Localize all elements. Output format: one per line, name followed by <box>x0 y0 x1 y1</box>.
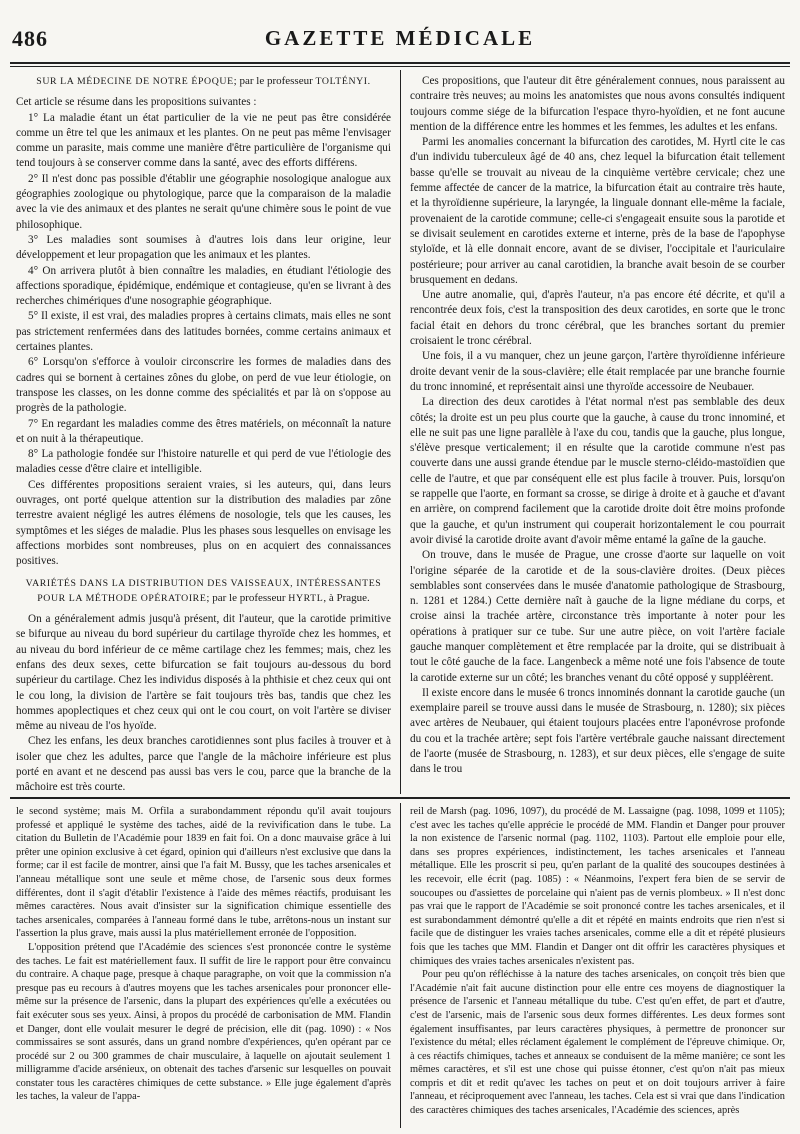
section-rule <box>10 797 790 799</box>
paragraph: Chez les enfans, les deux branches carotidiennes sont plus faciles à trouver et à isoler que chez les adultes, parce que l'angle de la mâchoire inférieure est plus porté en avant et ne descend pas aussi bas vers le cou, parce que la branche de la mâchoire est très courte. <box>16 735 391 794</box>
page-number: 486 <box>12 26 48 51</box>
column-divider-upper <box>400 70 401 794</box>
paragraph: reil de Marsh (pag. 1096, 1097), du procédé de M. Lassaigne (pag. 1098, 1099 et 1105); c'est avec les taches qu'elle apprécie le procédé de MM. Flandin et Danger pour prouver la non existence de l'arsenic normal (pag. 1102, 1103). Partout elle emploie pour elle, dans ses propres expériences, indistinctement, les taches arsenicales et l'anneau métallique. Elle les proscrit si peu, qu'en parlant de la qualité des soucoupes destinées à les recevoir, elle écrit (pag. 1085) : « Néanmoins, l'expert fera bien de se servir de soucoupes ou d'assiettes de porcelaine qui n'aient pas de vernis plombeux. » Il n'est donc pas vrai que le rapport de l'Académie se soit prononcé contre les taches arsenicales, et il est surabondamment démontré qu'elle a dit et répété en maints endroits que rien n'est si facile que de distinguer les vraies taches arsenicales, comme elle a dit et répété plusieurs fois que les taches que MM. Flandin et Danger ont dit offrir les caractères physiques et chimiques des vraies taches arsenicales n'existent pas. <box>410 806 785 967</box>
paragraph: 6° Lorsqu'on s'efforce à vouloir circonscrire les formes de maladies dans des cadres qui se bornent à certaines zônes du globe, on perd de vue leur étiologie, on transpose les classes, on les donne comme des spécialités et par là on s'oppose au progrès de la pathologie. <box>16 356 391 415</box>
lower-left-column <box>16 805 391 1104</box>
paragraph: 5° Il existe, il est vrai, des maladies propres à certains climats, mais elles ne sont pas strictement renfermées dans des latitudes bornées, comme certains animaux et certaines plantes. <box>16 310 391 354</box>
upper-left-column <box>16 74 391 796</box>
article-heading-medicine: SUR LA MÉDECINE DE NOTRE ÉPOQUE; par le professeur TOLTÉNYI. <box>36 75 371 87</box>
paragraph: Ces différentes propositions seraient vraies, si les auteurs, qui, dans leurs ouvrages, ont porté quelque attention sur la distribution des maladies par zône terrestre avaient négligé les autres élémens de nosologie, tels que les causes, les symptômes et les siéges de maladie. Plus les phases sous lesquelles on envisage les affections morbides sont nombreuses, plus on en acquiert des connaissances positives. <box>16 478 391 568</box>
paragraph: Il existe encore dans le musée 6 troncs innominés donnant la carotide gauche (un exemplaire pareil se trouve aussi dans le musée de Strasbourg, n. 1280); six pièces avec artères de Neubauer, qui étaient toujours placées entre l'aponévrose profonde du cou et la trachée artère; sept fois l'artère vertébrale gauche naissant directement de l'aorte (musée de Strasbourg, n. 1283), et sur deux pièces, elle s'engage de suite dans le trou <box>410 686 785 776</box>
paragraph: Une fois, il a vu manquer, chez un jeune garçon, l'artère thyroïdienne inférieure droite devant venir de la sous-clavière; elle était remplacée par une branche fournie du tronc innominé, et représentait ainsi une thyroïde accessoire de Neubauer. <box>410 350 785 393</box>
upper-right-column <box>410 74 785 778</box>
lower-right-column <box>410 805 785 1118</box>
paragraph: 8° La pathologie fondée sur l'histoire naturelle et qui perd de vue l'étiologie des maladies cesse d'être claire et intelligible. <box>16 448 391 476</box>
paragraph: La direction des deux carotides à l'état normal n'est pas semblable des deux côtés; la droite est un peu plus courte que la gauche, à cause du tronc innominé, et elle ne suit pas une ligne parallèle à l'axe du cou, tandis que la gauche, plus longue, s'élève presque verticalement; il en résulte que la carotide commune n'est pas couverte dans une aussi grande étendue par le muscle sterno-cléido-mastoïdien que celle de l'autre, et que par conséquent elle est plus facile à trouver. Puis, lorsqu'on se rappelle que l'aorte, en formant sa crosse, se dirige à droite et à gauche et d'avant en arrière, on comprend facilement que la carotide droite doit être moins profonde que la gauche, et qu'un instrument qui couperait horizontalement le cou pourrait avoir divisé la carotide droite avant d'avoir même entamé la gaîne de la gauche. <box>410 396 785 546</box>
article-heading-vessels: VARIÉTÉS DANS LA DISTRIBUTION DES VAISSEAUX, INTÉRESSANTES POUR LA MÉTHODE OPÉRATOIRE; par le professeur HYRTL, à Prague. <box>25 577 382 604</box>
column-divider-lower <box>400 803 401 1128</box>
paragraph: Ces propositions, que l'auteur dit être généralement connues, nous paraissent au contraire très neuves; au moins les anatomistes que nous avons consultés indiquent toujours comme siége de la bifurcation l'espace thyro-hyoïdien, et ne font aucune mention de la différence entre les hommes et les femmes, les adultes et les enfans. <box>410 75 785 133</box>
paragraph: 2° Il n'est donc pas possible d'établir une géographie nosologique analogue aux géographies zoologique ou phytologique, parce que la comparaison de la maladie avec la vie des animaux et des plantes ne serait qu'une chimère sous le point de vue philosophique. <box>16 172 391 231</box>
header-rule <box>10 62 790 64</box>
page-header <box>10 16 790 60</box>
paragraph: 7° En regardant les maladies comme des êtres matériels, on méconnaît la nature et on nuit à la thérapeutique. <box>16 417 391 445</box>
paragraph: Une autre anomalie, qui, d'après l'auteur, n'a pas encore été décrite, et qu'il a rencontrée deux fois, c'est la transposition des deux carotides, en sorte que le tronc facial était en dehors du tronc cérébral, que les branches sortant du premier croisaient le tronc cérébral. <box>410 289 785 348</box>
paragraph: Parmi les anomalies concernant la bifurcation des carotides, M. Hyrtl cite le cas d'un individu tuberculeux âgé de 40 ans, chez lequel la bifurcation était tellement basse qu'elle se trouvait au niveau de la cinquième vertèbre cervicale; chez une femme affectée de cancer de la matrice, la bifurcation était au contraire très haute, et la thyroïdienne supérieure, la laryngée, la linguale donnant elle-même la faciale, provenaient de la carotide commune; celle-ci s'engageait ensuite sous la parotide et se divisait seulement en carotides externe et interne, près de la base de l'apophyse styloïde, et là elle donnait encore, avant de se diviser, l'occipitale et l'auriculaire postérieure; pour arriver au canal carotidien, la branche avait besoin de se courber brusquement en dedans. <box>410 136 785 286</box>
paragraph: On a généralement admis jusqu'à présent, dit l'auteur, que la carotide primitive se bifurque au niveau du bord supérieur du cartilage thyroïde chez les hommes, et au niveau du bord inférieur de ce même cartilage chez les femmes; mais, chez les enfans des deux sexes, cette bifurcation se fait toujours au-dessous du bord supérieur du cartilage. Chez les individus disposés à la phthisie et chez ceux qui ont le cou long, la division de l'artère se fait toujours très bas, tandis que chez les hommes apoplectiques et chez ceux qui ont le cou court, on voit l'artère se diviser même au niveau de l'os hyoïde. <box>16 613 391 733</box>
paragraph: 3° Les maladies sont soumises à d'autres lois dans leur origine, leur développement et leur propagation que les animaux et les plantes. <box>16 233 391 262</box>
paragraph: L'opposition prétend que l'Académie des sciences s'est prononcée contre le système des taches. Le fait est matériellement faux. Il suffit de lire le rapport pour être convaincu du contraire. A chaque page, presque à chaque paragraphe, on voit que la commission n'a presque pas eu recours à d'autres moyens que les taches arsenicales pour prononcer elle-même sur la présence de l'arsenic, dans la plupart des expériences qu'elle a exécutées ou fait exécuter sous ses yeux. Ainsi, à propos du procédé de carbonisation de MM. Flandin et Danger, dont elle voulait mesurer le degré de précision, elle dit (pag. 1090) : « Nos commissaires se sont assurés, dans un grand nombre d'expériences, qu'en opérant par ce procédé sur 2 ou 300 grammes de chair musculaire, à laquelle on ajoutait seulement 1 milligramme d'acide arsénieux, on obtenait des taches d'arsenic sur lesquelles on pouvait constater tous les caractères chimiques de cette substance. » Elle juge également d'après les taches, la valeur de l'appa- <box>16 941 391 1103</box>
paragraph: 4° On arrivera plutôt à bien connaître les maladies, en étudiant l'étiologie des affections sporadique, épidémique, endémique et contagieuse, qu'en se livrant à des recherches chimériques d'une nosographie géographique. <box>16 264 391 308</box>
paragraph: le second système; mais M. Orfila a surabondamment répondu qu'il avait toujours professé et appliqué le système des taches, aidé de la revivification dans le tube. La citation du Bulletin de l'Académie pour 1839 en fait foi. On a donc mauvaise grâce à lui prêter une opinion exclusive à cet égard, opinion qui d'ailleurs n'est exclusive que dans la forme; car il est facile de montrer, ainsi que l'a fait M. Bussy, que les taches arsenicales et l'anneau métallique sont une seule et même chose, de l'arsenic sous deux formes différentes, dont il s'agit d'établir l'existence à l'aide des mêmes réactifs, produisant les mêmes caractères. Nous avait d'insister sur la signification chimique essentielle des taches arsenicales, comparées à l'anneau formé dans le tube, arrêtons-nous un instant sur l'assertion la plus grave, mais aussi la plus matériellement erronée de l'opposition. <box>16 806 391 940</box>
paragraph: Pour peu qu'on réfléchisse à la nature des taches arsenicales, on conçoit très bien que l'Académie n'ait fait aucune distinction pour elle entre ces moyens de diagnostiquer la présence de l'arsenic et l'anneau métallique du tube. C'est qu'en effet, de part et d'autre, c'est de l'arsenic, mais de l'arsenic sous deux formes différentes. Les deux formes sont également insuffisantes, par leurs caractères physiques, à permettre de prononcer sur l'existence du métal; elles réclament également le complément de l'épreuve chimique. Or, à ces réactifs chimiques, taches et anneaux se conduisent de la même manière; ce sont les mêmes caractères, et s'il est une chose qui puisse étonner, c'est qu'on n'ait pas mieux compris et dit et redit qu'avec les taches on peut et on doit toujours arriver à faire l'anneau, et réciproquement avec l'anneau, les taches. Cela est si vrai que dans l'indication des caractères chimiques des taches arsenicales, l'Académie des sciences, après <box>410 969 785 1117</box>
paragraph: Cet article se résume dans les propositions suivantes : <box>16 96 257 109</box>
publication-title: GAZETTE MÉDICALE <box>264 26 536 50</box>
header-rule-thin <box>10 66 790 67</box>
paragraph: On trouve, dans le musée de Prague, une crosse d'aorte sur laquelle on voit l'origine séparée de la carotide et de la sous-clavière droites. (Deux pièces semblables sont conservées dans le musée d'anatomie pathologique de Strasbourg, n. 1281 et 1284.) Cette dernière naît à gauche de la ligne médiane du corps, et croise ainsi la trachée artère, circonstance très importante à noter pour les opérations à pratiquer sur ce tube. Sur une autre pièce, on voit l'artère faciale gauche manquer complètement et être remplacée par la droite, qui se distribuait à tout le côté gauche de la face. Langenbeck a même noté une fois l'absence de toute la carotide externe sur un côté; les branches venant du côté opposé y suppléèrent. <box>410 549 785 684</box>
paragraph: 1° La maladie étant un état particulier de la vie ne peut pas être considérée comme un être tel que les animaux et les plantes. On ne peut pas même l'envisager comme un parasite, mais comme une manière d'être particulière de l'organisme qui tend toujours à se conserver comme dans la santé, avec des efforts différens. <box>16 111 391 170</box>
